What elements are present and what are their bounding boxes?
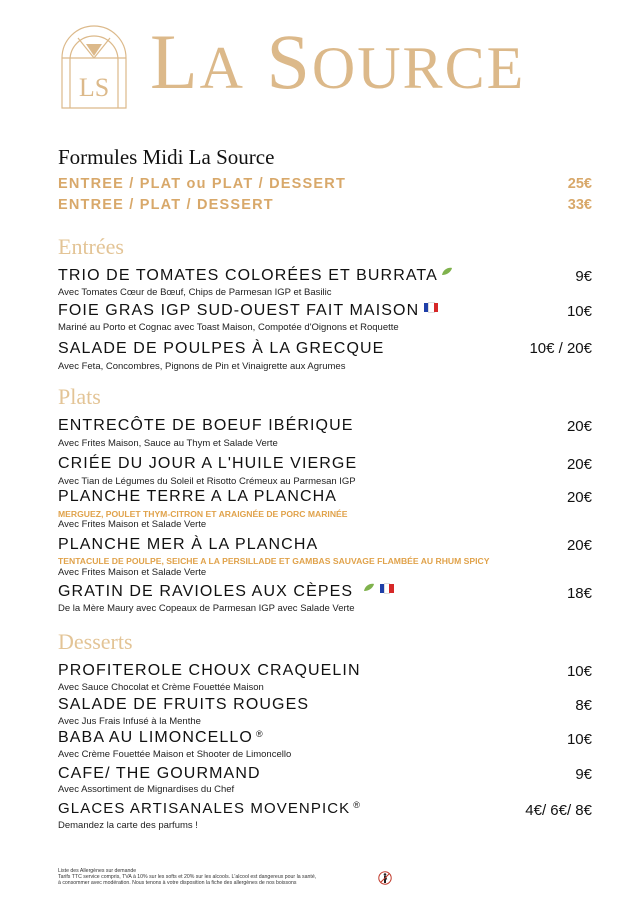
menu-item-detail: MERGUEZ, POULET THYM-CITRON ET ARAIGNÉE DE PORC MARINÉE	[58, 509, 348, 519]
section-title-desserts: Desserts	[58, 629, 133, 654]
menu-item-price: 18€	[566, 585, 592, 602]
menu-item-name: FOIE GRAS IGP SUD-OUEST FAIT MAISON	[58, 302, 438, 320]
menu-item-name: PROFITEROLE CHOUX CRAQUELIN	[58, 662, 361, 679]
menu-item-price: 20€	[566, 418, 592, 435]
menu-item-price: 20€	[566, 537, 592, 554]
menu-item-price: 10€	[566, 663, 592, 680]
section-title-entrees: Entrées	[58, 234, 124, 259]
formule-price-1: 25€	[567, 176, 592, 192]
menu-item-name: GRATIN DE RAVIOLES AUX CÈPES	[58, 583, 394, 601]
menu-item-desc: Avec Sauce Chocolat et Crème Fouettée Maison	[58, 682, 264, 693]
french-flag-icon	[424, 303, 438, 312]
menu-item-price: 8€	[575, 697, 592, 714]
formule-line-2: ENTREE / PLAT / DESSERT	[58, 197, 274, 213]
menu-item-name: CRIÉE DU JOUR A L'HUILE VIERGE	[58, 455, 358, 472]
menu-item-price: 9€	[575, 268, 592, 285]
menu-item-price: 10€	[566, 303, 592, 320]
menu-item-name: BABA AU LIMONCELLO ®	[58, 729, 264, 746]
menu-item-desc: Avec Feta, Concombres, Pignons de Pin et Vinaigrette aux Agrumes	[58, 361, 346, 372]
pregnant-woman-warning-icon	[378, 871, 392, 885]
menu-item-desc: Avec Assortiment de Mignardises du Chef	[58, 784, 235, 795]
menu-item-desc: Demandez la carte des parfums !	[58, 820, 198, 831]
menu-item-desc: Avec Tian de Légumes du Soleil et Risotto Crémeux au Parmesan IGP	[58, 476, 356, 487]
menu-item-desc: Avec Jus Frais Infusé à la Menthe	[58, 716, 201, 727]
menu-item-name: TRIO DE TOMATES COLORÉES ET BURRATA	[58, 267, 453, 285]
formule-price-2: 33€	[567, 197, 592, 213]
footer-legal-note: Tarifs TTC service compris, TVA à 10% sur les softs et 20% sur les alcools. L'alcool est dangereux pour la santé,	[58, 874, 317, 880]
menu-item-desc: De la Mère Maury avec Copeaux de Parmesan IGP avec Salade Verte	[58, 603, 355, 614]
footer-legal-note: à consommer avec modération. Nous tenons à votre disposition la fiche des allergènes de nos boissons	[58, 880, 297, 886]
menu-item-price: 20€	[566, 489, 592, 506]
menu-item-desc: Avec Frites Maison et Salade Verte	[58, 519, 207, 530]
brand-name: LA SOURCE	[150, 18, 526, 105]
menu-item-name: GLACES ARTISANALES MOVENPICK ®	[58, 800, 362, 817]
formule-line-1: ENTREE / PLAT ou PLAT / DESSERT	[58, 176, 347, 192]
la-source-logo-icon	[56, 18, 132, 110]
formules-title: Formules Midi La Source	[58, 145, 275, 169]
section-title-plats: Plats	[58, 384, 101, 409]
menu-item-price: 10€ / 20€	[529, 340, 592, 357]
vegetarian-leaf-icon	[441, 267, 453, 276]
registered-mark: ®	[353, 800, 362, 810]
menu-item-price: 20€	[566, 456, 592, 473]
registered-mark: ®	[255, 729, 264, 739]
menu-item-name: PLANCHE TERRE A LA PLANCHA	[58, 488, 338, 505]
menu-item-price: 4€/ 6€/ 8€	[525, 802, 592, 819]
header	[0, 0, 640, 125]
menu-item-desc: Avec Frites Maison, Sauce au Thym et Salade Verte	[58, 438, 278, 449]
french-flag-icon	[380, 584, 394, 593]
menu-item-name: SALADE DE FRUITS ROUGES	[58, 696, 310, 713]
menu-item-name: PLANCHE MER À LA PLANCHA	[58, 536, 319, 553]
menu-item-desc: Mariné au Porto et Cognac avec Toast Maison, Compotée d'Oignons et Roquette	[58, 322, 399, 333]
menu-item-desc: Avec Tomates Cœur de Bœuf, Chips de Parmesan IGP et Basilic	[58, 287, 332, 298]
menu-item-desc: Avec Crème Fouettée Maison et Shooter de Limoncello	[58, 749, 292, 760]
menu-item-desc: Avec Frites Maison et Salade Verte	[58, 567, 207, 578]
menu-item-price: 9€	[575, 766, 592, 783]
vegetarian-leaf-icon	[363, 583, 375, 592]
logo-letters: LS	[78, 73, 110, 102]
menu-item-name: ENTRECÔTE DE BOEUF IBÉRIQUE	[58, 417, 354, 434]
footer-allergens-note: Liste des Allergènes sur demande	[58, 868, 137, 874]
menu-item-price: 10€	[566, 731, 592, 748]
menu-item-name: SALADE DE POULPES À LA GRECQUE	[58, 340, 385, 357]
menu-item-name: CAFE/ THE GOURMAND	[58, 765, 261, 782]
menu-item-detail: TENTACULE DE POULPE, SEICHE A LA PERSILLADE ET GAMBAS SAUVAGE FLAMBÉE AU RHUM SPICY	[58, 556, 490, 566]
